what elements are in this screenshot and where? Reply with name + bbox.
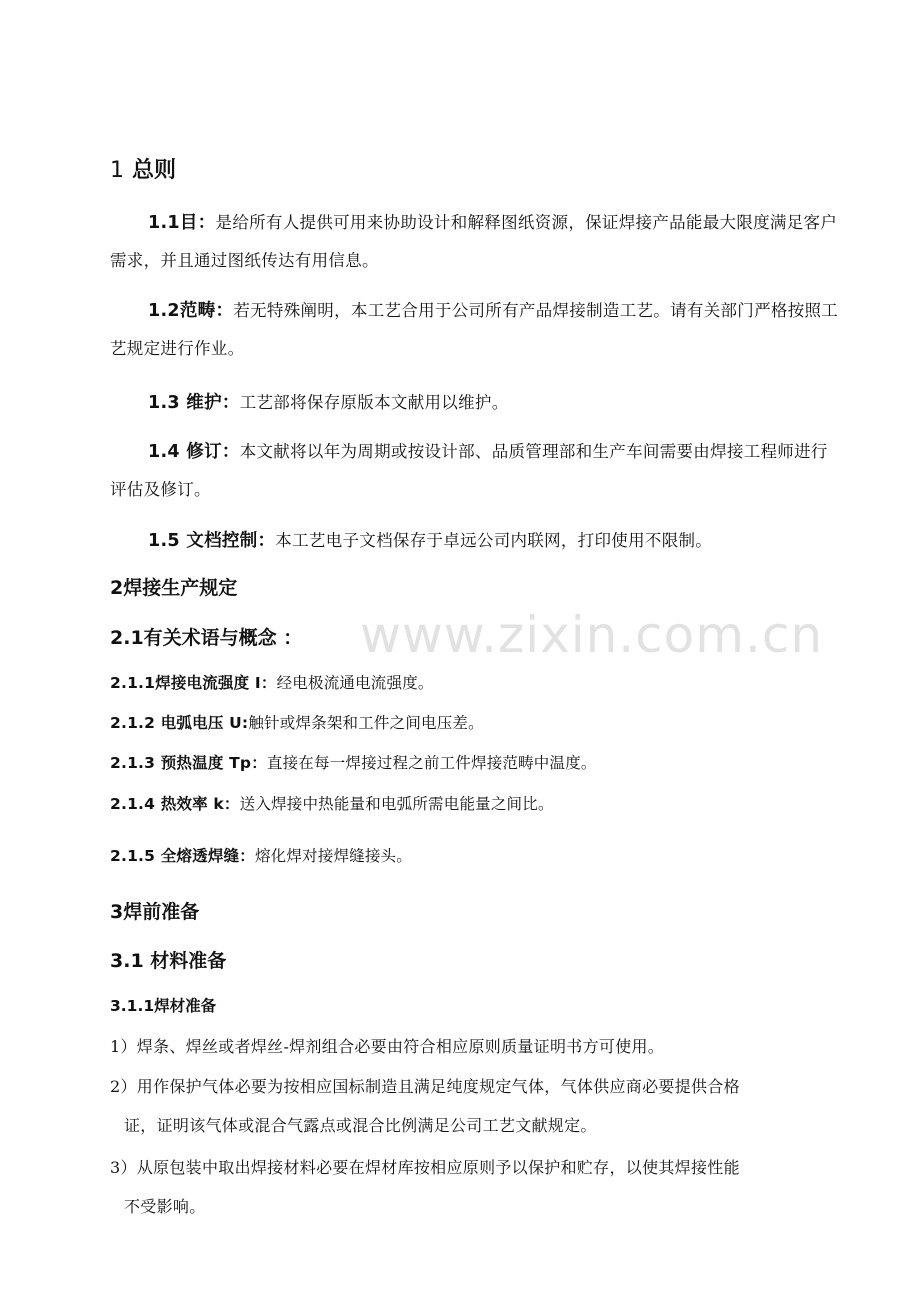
- definition-2-1-5: [110, 845, 840, 867]
- section-3-heading: 3焊前准备: [110, 901, 200, 923]
- section-title: 总则: [132, 158, 177, 183]
- paragraph-1-5: [110, 522, 840, 560]
- section-3-1-1-heading: 3.1.1焊材准备: [110, 997, 217, 1015]
- definition-term: 2.1.1焊接电流强度 I：: [110, 674, 277, 692]
- definition-text: 直接在每一焊接过程之前工件焊接范畴中温度。: [266, 754, 597, 772]
- paragraph-lead: 1.2范畴：: [148, 301, 234, 321]
- definition-term: 2.1.3 预热温度 Tp：: [110, 754, 267, 772]
- paragraph-1-3: [110, 384, 840, 422]
- definition-2-1-2: [110, 712, 840, 734]
- list-item-1: [110, 1027, 840, 1066]
- definition-term: 2.1.2 电弧电压 U:: [110, 714, 249, 732]
- paragraph-text: 若无特殊阐明，本工艺合用于公司所有产品焊接制造工艺。请有关部门严格按照工艺规定进行作业。: [110, 301, 839, 358]
- paragraph-text: 本文献将以年为周期或按设计部、品质管理部和生产车间需要由焊接工程师进行评估及修订。: [110, 442, 828, 499]
- definition-text: 触针或焊条架和工件之间电压差。: [248, 714, 484, 732]
- paragraph-text: 本工艺电子文档保存于卓远公司内联网，打印使用不限制。: [275, 531, 713, 550]
- paragraph-lead: 1.1目：: [148, 213, 216, 233]
- definition-2-1-4: [110, 793, 840, 815]
- list-item-2: [110, 1067, 840, 1145]
- list-item-continuation: 证，证明该气体或混合气露点或混合比例满足公司工艺文献规定。: [124, 1116, 597, 1135]
- paragraph-1-4: [110, 433, 840, 508]
- watermark: www.zixin.com.cn: [360, 606, 824, 664]
- paragraph-text: 是给所有人提供可用来协助设计和解释图纸资源，保证焊接产品能最大限度满足客户需求，并且通过图纸传达有用信息。: [110, 213, 838, 270]
- section-3-1-heading: 3.1 材料准备: [110, 950, 227, 972]
- paragraph-1-1: [110, 204, 840, 279]
- definition-2-1-1: [110, 672, 840, 694]
- list-item-line: 3）从原包装中取出焊接材料必要在焊材库按相应原则予以保护和贮存，以使其焊接性能: [110, 1158, 740, 1177]
- definition-text: 熔化焊对接焊缝接头。: [254, 847, 412, 865]
- paragraph-lead: 1.3 维护：: [148, 393, 240, 413]
- definition-text: 经电极流通电流强度。: [276, 674, 434, 692]
- section-number: 1: [110, 158, 124, 183]
- paragraph-lead: 1.5 文档控制：: [148, 531, 276, 551]
- list-item-3: [110, 1148, 840, 1226]
- list-item-text: 1）焊条、焊丝或者焊丝-焊剂组合必要由符合相应原则质量证明书方可使用。: [110, 1037, 665, 1056]
- paragraph-lead: 1.4 修订：: [148, 442, 240, 462]
- section-2-heading: 2焊接生产规定: [110, 577, 238, 599]
- list-item-continuation: 不受影响。: [124, 1197, 206, 1216]
- definition-2-1-3: [110, 752, 840, 774]
- definition-term: 2.1.5 全熔透焊缝：: [110, 847, 255, 865]
- section-2-1-heading: 2.1有关术语与概念 ：: [110, 627, 303, 649]
- list-item-line: 2）用作保护气体必要为按相应国标制造且满足纯度规定气体，气体供应商必要提供合格: [110, 1077, 740, 1096]
- paragraph-1-2: [110, 292, 840, 367]
- definition-term: 2.1.4 热效率 k：: [110, 795, 240, 813]
- section-1-heading: [110, 157, 840, 185]
- paragraph-text: 工艺部将保存原版本文献用以维护。: [239, 393, 509, 412]
- definition-text: 送入焊接中热能量和电弧所需电能量之间比。: [239, 795, 554, 813]
